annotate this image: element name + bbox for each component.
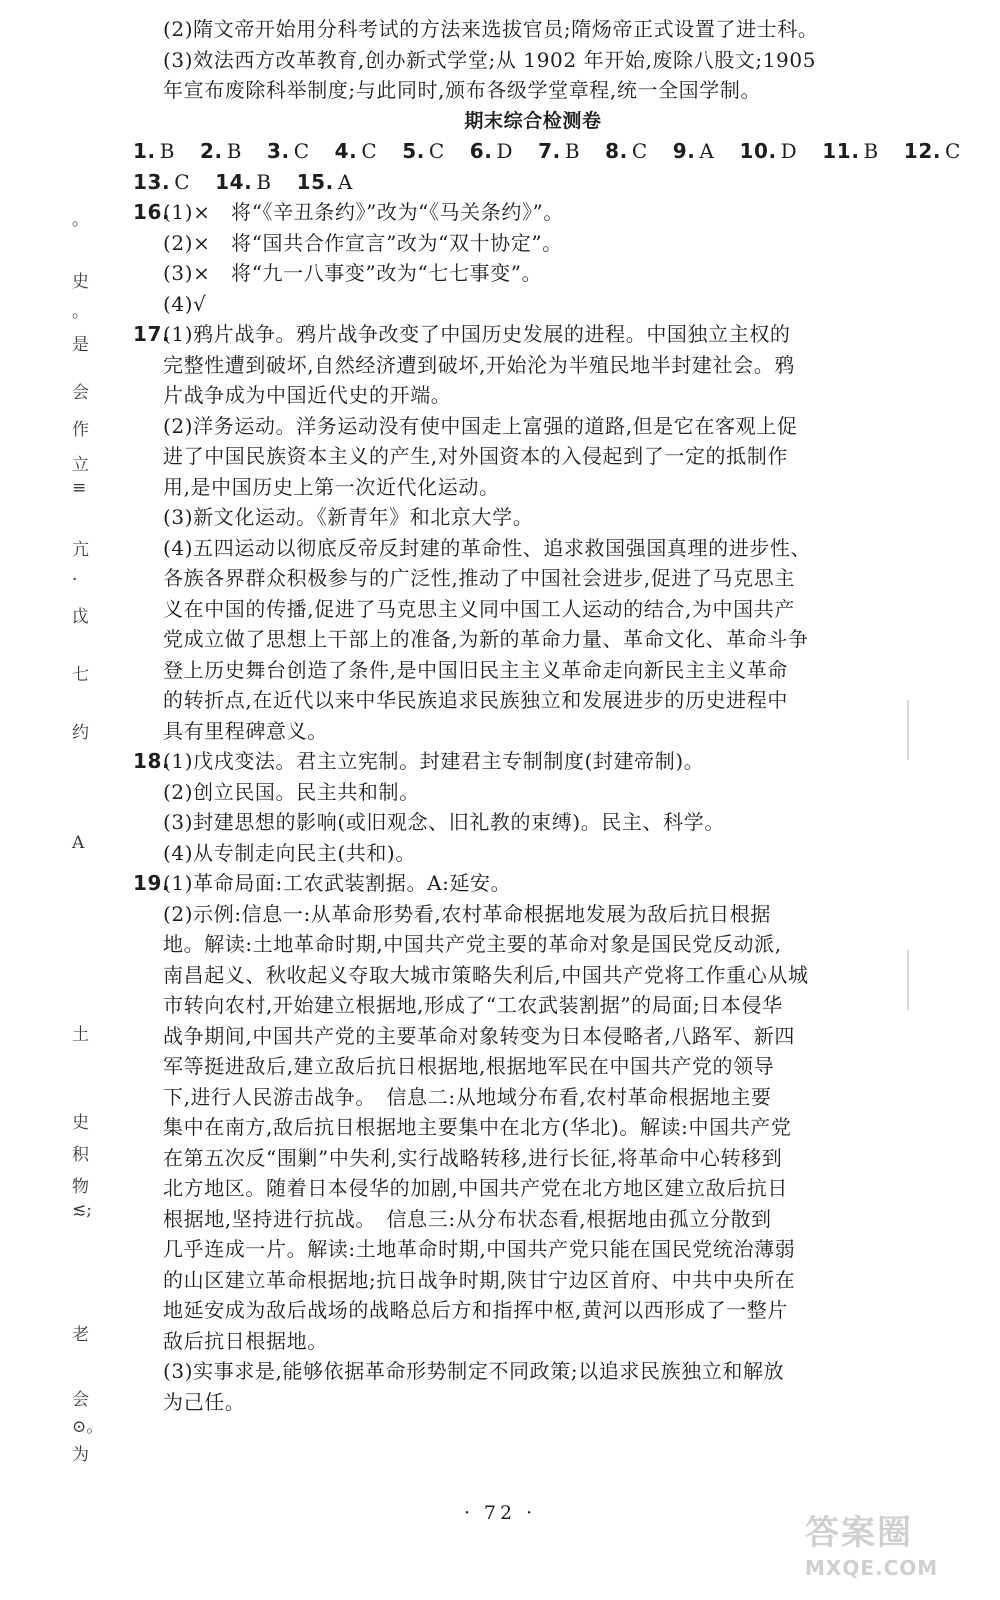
margin-fragment: 史 — [72, 1113, 89, 1133]
q16-line: 16.(1)× 将“《辛丑条约》”改为“《马关条约》”。 — [133, 197, 933, 228]
margin-fragment: 老 — [72, 1325, 89, 1345]
q17-line: 片战争成为中国近代史的开端。 — [163, 383, 452, 407]
margin-fragment: 会 — [72, 383, 89, 403]
q19-line: 军等挺进敌后,建立敌后抗日根据地,根据地军民在中国共产党的领导 — [163, 1054, 775, 1078]
margin-fragment: 七 — [72, 665, 89, 685]
multiple-choice-answers-row-2 — [133, 167, 933, 198]
margin-fragment: 土 — [72, 1025, 89, 1045]
q17-line: 完整性遭到破坏,自然经济遭到破坏,开始沦为半殖民地半封建社会。鸦 — [163, 352, 795, 377]
q19-line: 在第五次反“围剿”中失利,实行战略转移,进行长征,将革命中心转移到 — [163, 1145, 783, 1170]
mc-answer: 8. C — [605, 139, 648, 163]
margin-fragment: 为 — [72, 1445, 89, 1465]
margin-fragment: 史 — [72, 272, 89, 292]
q19-line: (3)实事求是,能够依据革命形势制定不同政策;以追求民族独立和解放 — [163, 1359, 785, 1383]
mc-answer: 7. B — [538, 139, 581, 163]
margin-fragment: 是 — [72, 335, 89, 355]
section-title: 期末综合检测卷 — [464, 109, 602, 132]
mc-answer: 2. B — [200, 139, 243, 163]
q19-line: 北方地区。随着日本侵华的加剧,中国共产党在北方地区建立敌后抗日 — [163, 1176, 788, 1200]
q18-line: (3)封建思想的影响(或旧观念、旧礼教的束缚)。民主、科学。 — [163, 810, 725, 834]
margin-fragment: ⊙。 — [72, 1417, 104, 1437]
q17-line: 的转折点,在近代以来中华民族追求民族独立和发展进步的历史进程中 — [163, 688, 788, 712]
margin-fragment: A — [72, 833, 85, 853]
q17-line: 17.(1)鸦片战争。鸦片战争改变了中国历史发展的进程。中国独立主权的 — [133, 319, 933, 350]
mc-answer: 4. C — [334, 139, 378, 163]
question-number: 18. — [133, 749, 171, 773]
margin-fragment: 积 — [72, 1145, 89, 1165]
q19-line: (2)示例:信息一:从革命形势看,农村革命根据地发展为敌后抗日根据 — [163, 901, 771, 926]
q19-line: 地延安成为敌后战场的战略总后方和指挥中枢,黄河以西形成了一整片 — [163, 1298, 788, 1322]
q19-line: 战争期间,中国共产党的主要革命对象转变为日本侵略者,八路军、新四 — [163, 1023, 795, 1048]
q17-line: 各族各界群众积极参与的广泛性,推动了中国社会进步,促进了马克思主 — [163, 566, 795, 590]
q17-line: (4)五四运动以彻底反帝反封建的革命性、追求救国强国真理的进步性、 — [163, 535, 812, 560]
q17-line: 用,是中国历史上第一次近代化运动。 — [163, 474, 500, 499]
mc-answer: 13. C — [133, 169, 191, 194]
text-line: 年宣布废除科举制度;与此同时,颁布各级学堂章程,统一全国学制。 — [163, 78, 762, 102]
q19-line: 市转向农村,开始建立根据地,形成了“工农武装割据”的局面;日本侵华 — [163, 993, 783, 1017]
margin-fragment: · — [72, 570, 78, 590]
margin-fragment: 戉 — [72, 607, 89, 627]
mc-answer: 12. C — [903, 139, 961, 163]
q16-line: (2)× 将“国共合作宣言”改为“双十协定”。 — [163, 230, 563, 255]
q19-line: 南昌起义、秋收起义夺取大城市策略失利后,中国共产党将工作重心从城 — [163, 962, 809, 987]
q17-line: 进了中国民族资本主义的产生,对外国资本的入侵起到了一定的抵制作 — [163, 444, 788, 468]
margin-fragment: 。 — [72, 210, 89, 230]
q19-line: 几乎连成一片。解读:土地革命时期,中国共产党只能在国民党统治薄弱 — [163, 1237, 796, 1261]
q19-line: 集中在南方,敌后抗日根据地主要集中在北方(华北)。解读:中国共产党 — [163, 1115, 792, 1139]
watermark-logo — [805, 1505, 985, 1595]
q19-line: 为己任。 — [163, 1389, 246, 1414]
mc-answer: 3. C — [267, 139, 310, 163]
answer-text-column — [133, 14, 961, 1417]
margin-fragment: 会 — [72, 1390, 89, 1410]
q17-line: 党成立做了思想上干部上的准备,为新的革命力量、革命文化、革命斗争 — [163, 627, 809, 651]
margin-fragment: 作 — [72, 420, 89, 440]
left-page-margin-fragments — [72, 0, 102, 1600]
question-number: 19. — [133, 871, 171, 895]
margin-fragment: ≡ — [72, 478, 87, 498]
q19-line: 根据地,坚持进行抗战。 信息三:从分布状态看,根据地由孤立分散到 — [163, 1206, 772, 1231]
q18-line: 18.(1)戊戌变法。君主立宪制。封建君主专制制度(封建帝制)。 — [133, 746, 933, 777]
mc-answer: 14. B — [215, 169, 272, 194]
mc-answer: 1. B — [133, 139, 176, 163]
q17-line: 登上历史舞台创造了条件,是中国旧民主主义革命走向新民主主义革命 — [163, 657, 788, 682]
margin-fragment: ≲; — [72, 1200, 92, 1220]
page-number: · 72 · — [463, 1502, 537, 1524]
multiple-choice-answers-row-1 — [133, 136, 961, 167]
margin-fragment: 约 — [72, 723, 89, 743]
q17-line: 义在中国的传播,促进了马克思主义同中国工人运动的结合,为中国共产 — [163, 596, 795, 621]
watermark-text: 答案圈 — [805, 1513, 913, 1553]
margin-fragment: 亢 — [72, 540, 89, 560]
text-line: (3)效法西方改革教育,创办新式学堂;从 1902 年开始,废除八股文;1905 — [163, 47, 817, 72]
watermark-url: MXQE.COM — [805, 1556, 939, 1580]
q17-line: (3)新文化运动。《新青年》和北京大学。 — [163, 505, 534, 529]
margin-fragment: 立 — [72, 455, 89, 475]
question-number: 17. — [133, 322, 171, 346]
q16-line: (4)√ — [163, 291, 207, 316]
margin-fragment: 。 — [72, 302, 89, 322]
mc-answer: 5. C — [402, 139, 445, 163]
text-line: (2)隋文帝开始用分科考试的方法来选拔官员;隋炀帝正式设置了进士科。 — [163, 17, 819, 41]
q19-line: 地。解读:土地革命时期,中国共产党主要的革命对象是国民党反动派, — [163, 932, 782, 956]
mc-answer: 11. B — [822, 139, 879, 163]
q18-line: (4)从专制走向民主(共和)。 — [163, 840, 416, 865]
q17-line: (2)洋务运动。洋务运动没有使中国走上富强的道路,但是它在客观上促 — [163, 413, 798, 438]
q17-line: 具有里程碑意义。 — [163, 718, 328, 743]
q19-line: 下,进行人民游击战争。 信息二:从地域分布看,农村革命根据地主要 — [163, 1084, 772, 1109]
q16-line: (3)× 将“九一八事变”改为“七七事变”。 — [163, 261, 543, 285]
mc-answer: 9. A — [672, 139, 715, 163]
mc-answer: 15. A — [296, 169, 353, 194]
question-number: 16. — [133, 200, 171, 224]
q18-line: (2)创立民国。民主共和制。 — [163, 779, 420, 804]
q19-line: 19.(1)革命局面:工农武装割据。A:延安。 — [133, 868, 933, 899]
q19-line: 敌后抗日根据地。 — [163, 1328, 328, 1353]
mc-answer: 10. D — [739, 139, 798, 163]
q19-line: 的山区建立革命根据地;抗日战争时期,陕甘宁边区首府、中共中央所在 — [163, 1267, 796, 1292]
margin-fragment: 物 — [72, 1177, 89, 1197]
mc-answer: 6. D — [469, 139, 514, 163]
